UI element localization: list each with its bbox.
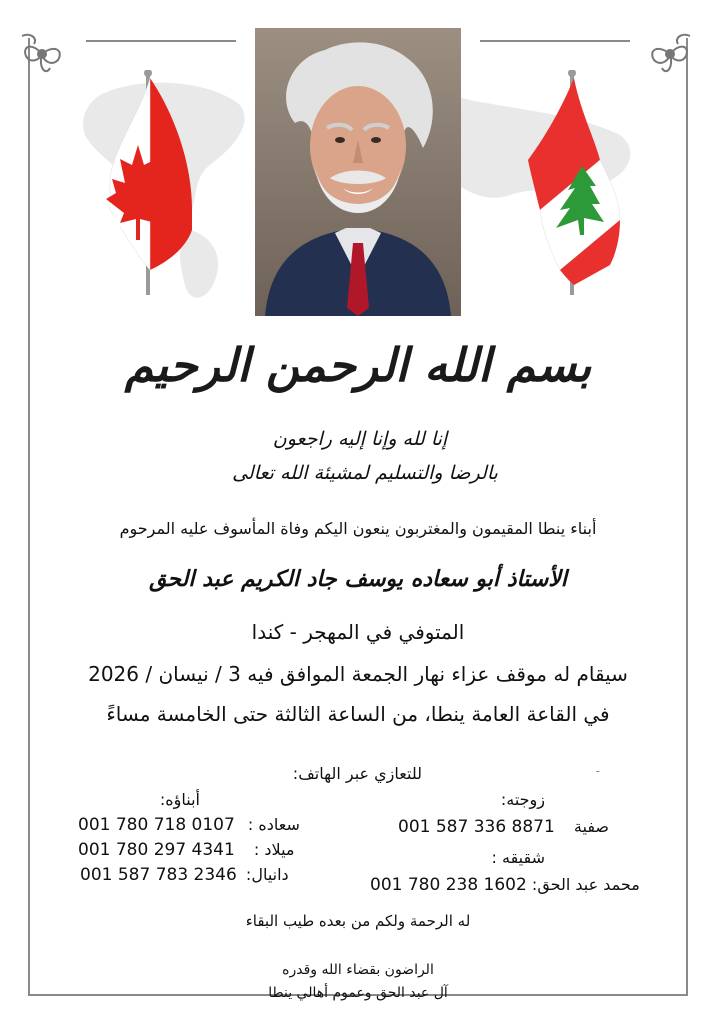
son-name: سعاده : [247,815,300,834]
canada-flag [102,70,212,300]
lebanon-flag [520,70,630,300]
announcement-intro: أبناء ينطا المقيمون والمغتربون ينعون اليكم وفاة المأسوف عليه المرحوم [119,519,597,538]
sons-heading: أبناؤه: [159,790,200,809]
son-name: ميلاد : [253,840,295,859]
brother-name: محمد عبد الحق: [531,875,640,894]
son-contact-row [80,865,289,885]
son-phone[interactable]: 001 587 783 2346 [80,865,237,885]
wife-name: صفية [573,817,610,836]
brother-contact-row [370,875,640,895]
condolence-date-line: سيقام له موقف عزاء نهار الجمعة الموافق فيه 3 / نيسان / 2026 [88,662,628,686]
wife-heading: زوجته: [500,790,545,809]
died-in-line: المتوفي في المهجر - كندا [251,620,465,644]
wife-contact-row [398,817,609,837]
basmala: بسم الله الرحمن الرحيم [124,338,592,392]
son-phone[interactable]: 001 780 297 4341 [78,840,235,860]
brother-heading: شقيقه : [491,848,545,867]
verse-line-2: بالرضا والتسليم لمشيئة الله تعالى [232,462,498,484]
top-divider-right [480,40,630,42]
son-contact-row [78,815,300,835]
deceased-portrait [255,28,461,316]
closing-families: آل عبد الحق وعموم أهالي ينطا [268,985,448,1001]
son-name: دانيال: [245,865,289,884]
verse-line-1: إنا لله وإنا إليه راجعون [272,428,448,450]
closing-prayer: له الرحمة ولكم من بعده طيب البقاء [245,912,471,930]
brother-phone[interactable]: 001 780 238 1602 [370,875,527,895]
closing-acceptance: الراضون بقضاء الله وقدره [282,962,434,978]
wife-phone[interactable]: 001 587 336 8871 [398,817,555,837]
separator-dash: - [595,764,600,778]
top-divider-left [86,40,236,42]
son-phone[interactable]: 001 780 718 0107 [78,815,235,835]
deceased-name: الأستاذ أبو سعاده يوسف جاد الكريم عبد الحق [149,566,567,592]
son-contact-row [78,840,294,860]
phone-condolence-heading: للتعازي عبر الهاتف: [292,764,422,783]
condolence-place-line: في القاعة العامة ينطا، من الساعة الثالثة حتى الخامسة مساءً [106,702,610,726]
